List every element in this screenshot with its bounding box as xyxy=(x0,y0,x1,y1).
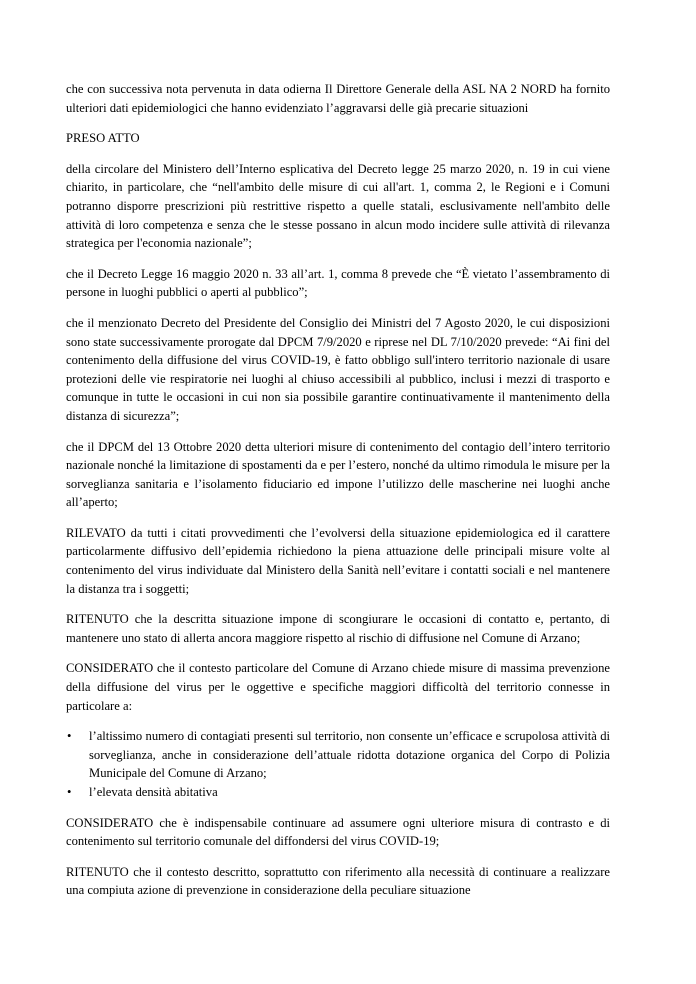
paragraph-dpcm-13-ottobre: che il DPCM del 13 Ottobre 2020 detta ulteriori misure di contenimento del contagio dell’intero territorio nazionale nonché la limitazione di spostamenti da e per l’estero, nonché da ultimo rimodula le misure per la sorveglianza sanitaria e l’isolamento fiduciario ed impone l’utilizzo delle mascherine nei luoghi anche all’aperto; xyxy=(66,439,610,510)
bullet-dot: • xyxy=(67,785,72,799)
bullet-dot: • xyxy=(67,729,72,744)
paragraph-considerato-contesto: CONSIDERATO che il contesto particolare del Comune di Arzano chiede misure di massima prevenzione della diffusione del virus per le oggettive e specifiche maggiori difficoltà del territorio connesse in particolare a: xyxy=(66,661,610,713)
paragraph-ritenuto-allerta: RITENUTO che la descritta situazione impone di scongiurare le occasioni di contatto e, pertanto, di mantenere uno stato di allerta ancora maggiore rispetto al rischio di diffusione nel Comune di Arzano; xyxy=(66,612,610,645)
paragraph-decreto-legge-33: che il Decreto Legge 16 maggio 2020 n. 33 all’art. 1, comma 8 prevede che “È vietato l’assembramento di persone in luoghi pubblici o aperti al pubblico”; xyxy=(66,266,610,300)
list-item xyxy=(66,783,610,802)
paragraph-rilevato: RILEVATO da tutti i citati provvedimenti che l’evolversi della situazione epidemiologica ed il carattere particolarmente diffusivo dell’epidemia richiedono la piena attuazione delle principali misure volte al contenimento del virus individuate dal Ministero della Sanità nell’evitare i contatti sociali e nel mantenere la distanza tra i soggetti; xyxy=(66,525,610,596)
list-item xyxy=(66,727,610,783)
paragraph-dpcm-7-agosto: che il menzionato Decreto del Presidente del Consiglio dei Ministri del 7 Agosto 2020, le cui disposizioni sono state successivamente prorogate dal DPCM 7/9/2020 e riprese nel DL 7/10/2020 prevede: “Ai fini del contenimento della diffusione del virus COVID-19, è fatto obbligo sull'intero territorio nazionale di usare protezioni delle vie respiratorie nei luoghi al chiuso accessibili al pubblico, inclusi i mezzi di trasporto e comunque in tutte le occasioni in cui non sia possibile garantire continuativamente il mantenimento della distanza di sicurezza”; xyxy=(66,315,610,423)
heading-preso-atto: PRESO ATTO xyxy=(66,131,140,146)
list-item-text: l’altissimo numero di contagiati presenti sul territorio, non consente un’efficace e scrupolosa attività di sorveglianza, anche in considerazione dell’attuale ridotta dotazione organica del Corpo di Polizia Municipale del Comune di Arzano; xyxy=(89,729,610,781)
paragraph-ritenuto-prevenzione: RITENUTO che il contesto descritto, soprattutto con riferimento alla necessità di continuare a realizzare una compiuta azione di prevenzione in considerazione della peculiare situazione xyxy=(66,864,610,898)
bullet-list xyxy=(66,727,610,801)
paragraph-circolare-ministero: della circolare del Ministero dell’Interno esplicativa del Decreto legge 25 marzo 2020, n. 19 in cui viene chiarito, in particolare, che “nell'ambito delle misure di cui all'art. 1, comma 2, le Regioni e i Comuni potranno disporre prescrizioni più restrittive rispetto a quelle statali, esclusivamente nell'ambito delle attività di loro competenza e senza che le stesse possano in alcun modo incidere sulle attività di rilevanza strategica per l'economia nazionale”; xyxy=(66,161,610,251)
paragraph-nota-asl: che con successiva nota pervenuta in data odierna Il Direttore Generale della ASL NA 2 NORD ha fornito ulteriori dati epidemiologici che hanno evidenziato l’aggravarsi delle già precarie situazioni xyxy=(66,82,610,115)
list-item-text: l’elevata densità abitativa xyxy=(89,785,218,799)
paragraph-considerato-misure: CONSIDERATO che è indispensabile continuare ad assumere ogni ulteriore misura di contrasto e di contenimento sul territorio comunale del diffondersi del virus COVID-19; xyxy=(66,815,610,849)
